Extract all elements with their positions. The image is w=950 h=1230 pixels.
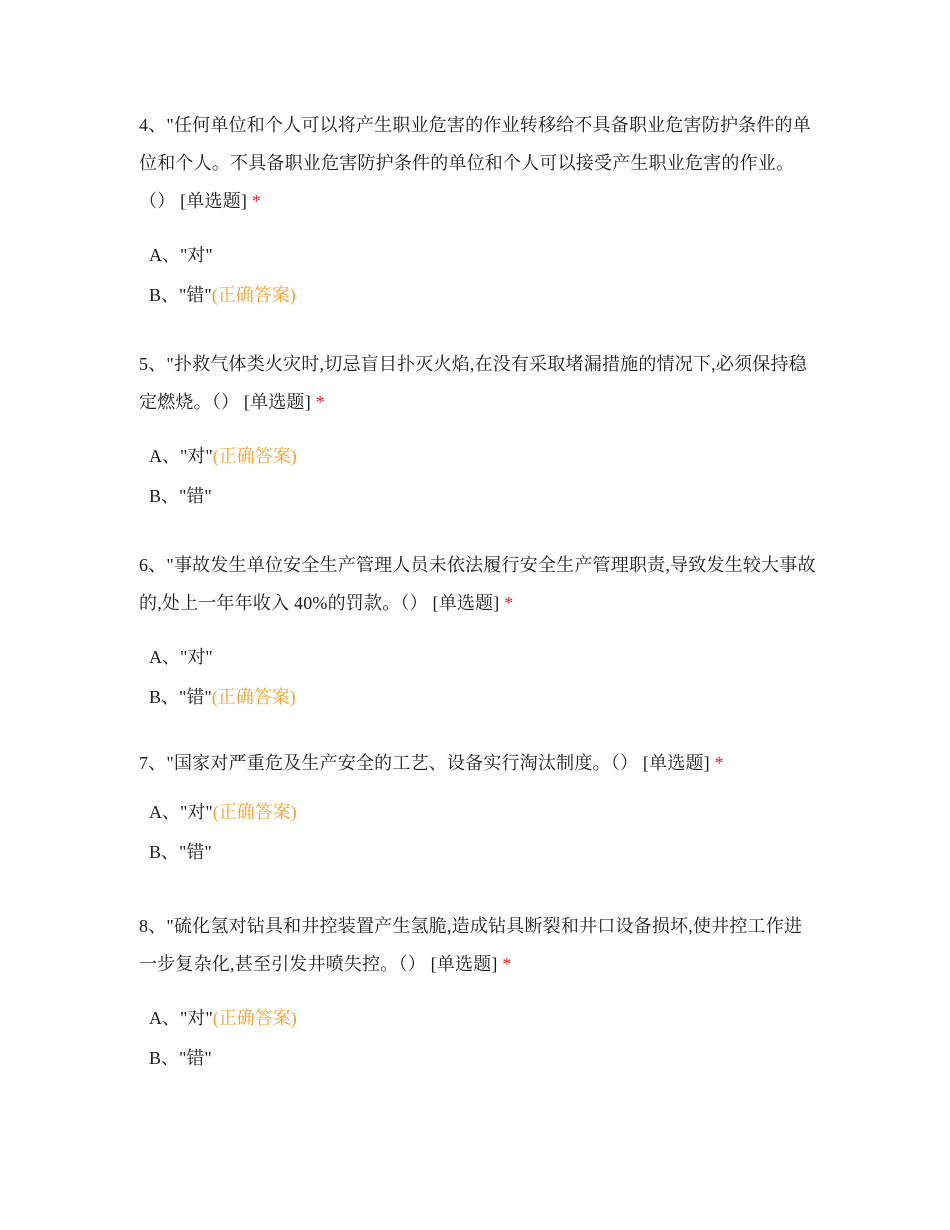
option-b[interactable] bbox=[139, 275, 819, 315]
question-stem: 5、"扑救气体类火灾时,切忌盲目扑灭火焰,在没有采取堵漏措施的情况下,必须保持稳定燃烧。（） bbox=[139, 354, 807, 412]
option-label: A、"对" bbox=[149, 1008, 213, 1028]
question-text bbox=[139, 106, 819, 220]
option-a[interactable] bbox=[139, 792, 819, 832]
option-a[interactable] bbox=[139, 637, 819, 677]
question-stem: 6、"事故发生单位安全生产管理人员未依法履行安全生产管理职责,导致发生较大事故的,处上一年年收入 40%的罚款。（） bbox=[139, 555, 816, 613]
question-6 bbox=[139, 546, 819, 717]
question-type: [单选题] bbox=[642, 753, 710, 773]
question-stem: 4、"任何单位和个人可以将产生职业危害的作业转移给不具备职业危害防护条件的单位和个人。不具备职业危害防护条件的单位和个人可以接受产生职业危害的作业。（） bbox=[139, 115, 811, 211]
question-type: [单选题] bbox=[430, 954, 498, 974]
question-4 bbox=[139, 106, 819, 315]
required-marker: * bbox=[315, 392, 325, 412]
option-b[interactable] bbox=[139, 832, 819, 872]
option-b[interactable] bbox=[139, 677, 819, 717]
option-b[interactable] bbox=[139, 1038, 819, 1078]
question-stem: 8、"硫化氢对钻具和井控装置产生氢脆,造成钻具断裂和井口设备损坏,使井控工作进一步复杂化,甚至引发井喷失控。（） bbox=[139, 916, 803, 974]
option-label: B、"错" bbox=[149, 842, 212, 862]
correct-answer-mark: (正确答案) bbox=[211, 687, 296, 707]
option-b[interactable] bbox=[139, 476, 819, 516]
question-type: [单选题] bbox=[243, 392, 311, 412]
required-marker: * bbox=[714, 753, 724, 773]
option-label: B、"错" bbox=[149, 285, 212, 305]
required-marker: * bbox=[502, 954, 512, 974]
correct-answer-mark: (正确答案) bbox=[212, 1008, 297, 1028]
option-label: B、"错" bbox=[149, 687, 212, 707]
option-a[interactable] bbox=[139, 436, 819, 476]
option-label: A、"对" bbox=[149, 647, 213, 667]
option-label: A、"对" bbox=[149, 802, 213, 822]
question-text bbox=[139, 345, 819, 421]
question-type: [单选题] bbox=[432, 593, 500, 613]
correct-answer-mark: (正确答案) bbox=[211, 285, 296, 305]
option-label: B、"错" bbox=[149, 1048, 212, 1068]
correct-answer-mark: (正确答案) bbox=[212, 802, 297, 822]
option-label: A、"对" bbox=[149, 446, 213, 466]
correct-answer-mark: (正确答案) bbox=[212, 446, 297, 466]
question-type: [单选题] bbox=[180, 191, 248, 211]
question-8 bbox=[139, 907, 819, 1078]
question-text bbox=[139, 744, 819, 782]
option-a[interactable] bbox=[139, 235, 819, 275]
question-text bbox=[139, 546, 819, 622]
question-text bbox=[139, 907, 819, 983]
question-stem: 7、"国家对严重危及生产安全的工艺、设备实行淘汰制度。（） bbox=[139, 753, 639, 773]
question-5 bbox=[139, 345, 819, 516]
option-label: A、"对" bbox=[149, 245, 213, 265]
question-7 bbox=[139, 744, 819, 872]
required-marker: * bbox=[504, 593, 514, 613]
required-marker: * bbox=[251, 191, 262, 211]
option-label: B、"错" bbox=[149, 486, 212, 506]
option-a[interactable] bbox=[139, 998, 819, 1038]
